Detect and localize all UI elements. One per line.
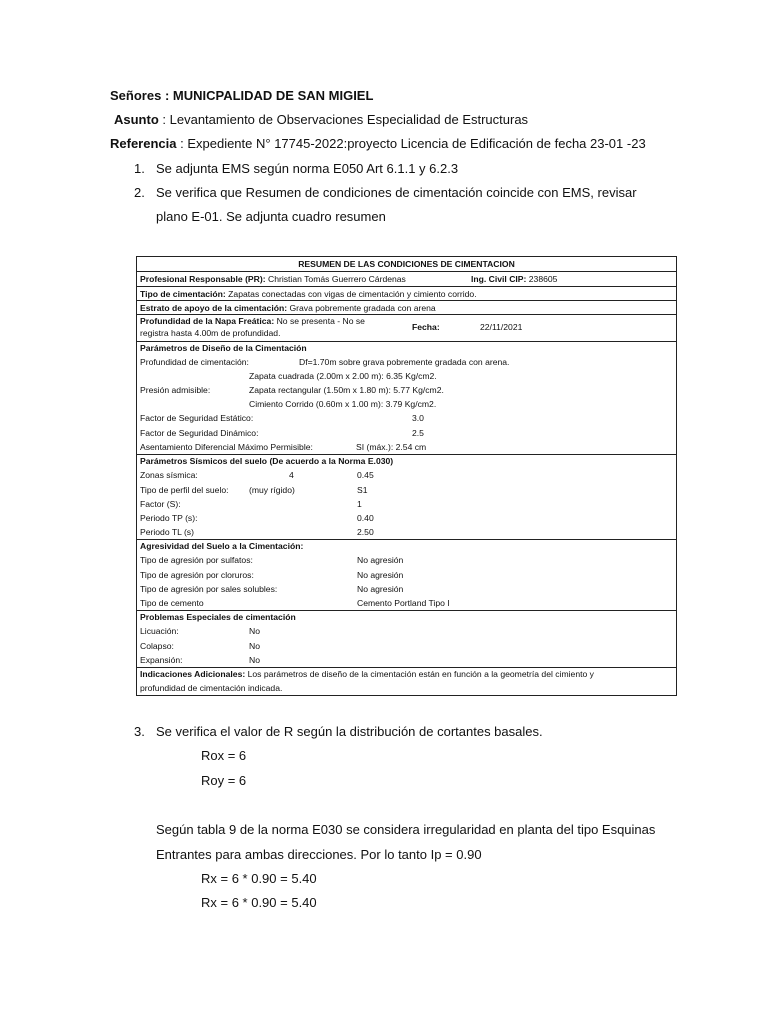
item-1-text: Se adjunta EMS según norma E050 Art 6.1.1 y 6.2.3 xyxy=(156,161,459,176)
roy-value: Roy = 6 xyxy=(201,773,247,788)
tl-label: Periodo TL (s) xyxy=(140,527,194,537)
zonas-number: 4 xyxy=(289,470,294,480)
item-2-text: Se verifica que Resumen de condiciones de cimentación coincide con EMS, revisar xyxy=(156,185,637,200)
tp-label: Periodo TP (s): xyxy=(140,513,198,523)
licuacion-label: Licuación: xyxy=(140,626,179,636)
fs-estatico-value: 3.0 xyxy=(412,413,424,423)
fs-estatico-label: Factor de Seguridad Estático: xyxy=(140,413,254,423)
sulfatos-value: No agresión xyxy=(357,555,404,565)
cemento-value: Cemento Portland Tipo I xyxy=(357,598,450,608)
sales-value: No agresión xyxy=(357,584,404,594)
cip-value: 238605 xyxy=(526,274,558,284)
prof-label: Profesional Responsable (PR): xyxy=(140,274,266,284)
cip-label: Ing. Civil CIP: xyxy=(471,274,527,284)
zonas-value: 0.45 xyxy=(357,470,374,480)
sales-label: Tipo de agresión por sales solubles: xyxy=(140,584,278,594)
asunto-line xyxy=(114,112,528,128)
cloruros-label: Tipo de agresión por cloruros: xyxy=(140,570,254,580)
senores-label: Señores xyxy=(110,88,162,103)
item-2-text-cont: plano E-01. Se adjunta cuadro resumen xyxy=(156,209,386,224)
cip-cell xyxy=(471,274,557,285)
indicaciones-value-1: Los parámetros de diseño de la cimentación están en función a la geometría del cimiento y xyxy=(245,669,594,679)
zonas-label: Zonas sísmica: xyxy=(140,470,198,480)
sismo-title: Parámetros Sísmicos del suelo (De acuerdo a la Norma E.030) xyxy=(140,456,394,466)
cloruros-value: No agresión xyxy=(357,570,404,580)
napa-value-1: No se presenta - No se xyxy=(274,316,365,326)
referencia-line xyxy=(110,136,646,152)
item-1-number: 1. xyxy=(134,161,145,176)
indicaciones-value-2: profundidad de cimentación indicada. xyxy=(140,683,283,693)
params-title: Parámetros de Diseño de la Cimentación xyxy=(140,343,307,353)
presion-cimiento-corrido: Cimiento Corrido (0.60m x 1.00 m): 3.79 Kg/cm2. xyxy=(249,399,437,409)
item-2-number: 2. xyxy=(134,185,145,200)
factor-value: 1 xyxy=(357,499,362,509)
factor-label: Factor (S): xyxy=(140,499,181,509)
tipo-label: Tipo de cimentación: xyxy=(140,289,226,299)
expansion-label: Expansión: xyxy=(140,655,183,665)
senores-value: : MUNICPALIDAD DE SAN MIGIEL xyxy=(164,88,374,103)
indicaciones-row xyxy=(140,669,594,680)
agresividad-title: Agresividad del Suelo a la Cimentación: xyxy=(140,541,304,551)
senores-line xyxy=(110,88,373,104)
estrato-row xyxy=(140,303,436,314)
referencia-label: Referencia xyxy=(110,136,177,151)
expansion-value: No xyxy=(249,655,260,665)
colapso-value: No xyxy=(249,641,260,651)
tipo-row xyxy=(140,289,477,300)
tipo-value: Zapatas conectadas con vigas de cimentación y cimiento corrido. xyxy=(225,289,477,299)
table-title: RESUMEN DE LAS CONDICIONES DE CIMENTACION xyxy=(298,259,515,269)
perfil-note: (muy rígido) xyxy=(249,485,295,495)
presion-zapata-rectangular: Zapata rectangular (1.50m x 1.80 m): 5.77 Kg/cm2. xyxy=(249,385,444,395)
asentamiento-label: Asentamiento Diferencial Máximo Permisible: xyxy=(140,442,313,452)
fs-dinamico-value: 2.5 xyxy=(412,428,424,438)
fecha-label: Fecha: xyxy=(412,322,440,332)
perfil-label: Tipo de perfil del suelo: xyxy=(140,485,229,495)
licuacion-value: No xyxy=(249,626,260,636)
fs-dinamico-label: Factor de Seguridad Dinámico: xyxy=(140,428,259,438)
prof-row xyxy=(140,274,406,285)
rx-calculation-1: Rx = 6 * 0.90 = 5.40 xyxy=(201,871,317,886)
item-3-number: 3. xyxy=(134,724,145,739)
napa-row xyxy=(140,316,365,327)
problemas-title: Problemas Especiales de cimentación xyxy=(140,612,296,622)
asunto-value: : Levantamiento de Observaciones Especialidad de Estructuras xyxy=(162,112,529,127)
tl-value: 2.50 xyxy=(357,527,374,537)
rx-calculation-2: Rx = 6 * 0.90 = 5.40 xyxy=(201,895,317,910)
summary-table xyxy=(136,256,677,696)
sulfatos-label: Tipo de agresión por sulfatos: xyxy=(140,555,253,565)
cemento-label: Tipo de cemento xyxy=(140,598,204,608)
estrato-label: Estrato de apoyo de la cimentación: xyxy=(140,303,288,313)
perfil-value: S1 xyxy=(357,485,368,495)
prof-cim-label: Profundidad de cimentación: xyxy=(140,357,249,367)
rox-value: Rox = 6 xyxy=(201,748,247,763)
asunto-label: Asunto xyxy=(114,112,159,127)
estrato-value: Grava pobremente gradada con arena xyxy=(287,303,436,313)
asentamiento-value: SI (máx.): 2.54 cm xyxy=(356,442,427,452)
colapso-label: Colapso: xyxy=(140,641,174,651)
napa-value-2: registra hasta 4.00m de profundidad. xyxy=(140,328,281,338)
fecha-value: 22/11/2021 xyxy=(480,322,523,332)
tp-value: 0.40 xyxy=(357,513,374,523)
prof-value: Christian Tomás Guerrero Cárdenas xyxy=(265,274,406,284)
irregularidad-paragraph-2: Entrantes para ambas direcciones. Por lo tanto Ip = 0.90 xyxy=(156,847,482,862)
presion-label: Presión admisible: xyxy=(140,385,211,395)
prof-cim-value: Df=1.70m sobre grava pobremente gradada con arena. xyxy=(299,357,510,367)
napa-label: Profundidad de la Napa Freática: xyxy=(140,316,275,326)
item-3-text: Se verifica el valor de R según la distribución de cortantes basales. xyxy=(156,724,543,739)
indicaciones-label: Indicaciones Adicionales: xyxy=(140,669,246,679)
irregularidad-paragraph-1: Según tabla 9 de la norma E030 se considera irregularidad en planta del tipo Esquinas xyxy=(156,822,656,837)
presion-zapata-cuadrada: Zapata cuadrada (2.00m x 2.00 m): 6.35 Kg/cm2. xyxy=(249,371,437,381)
referencia-value: : Expediente N° 17745-2022:proyecto Licencia de Edificación de fecha 23-01 -23 xyxy=(180,136,646,151)
